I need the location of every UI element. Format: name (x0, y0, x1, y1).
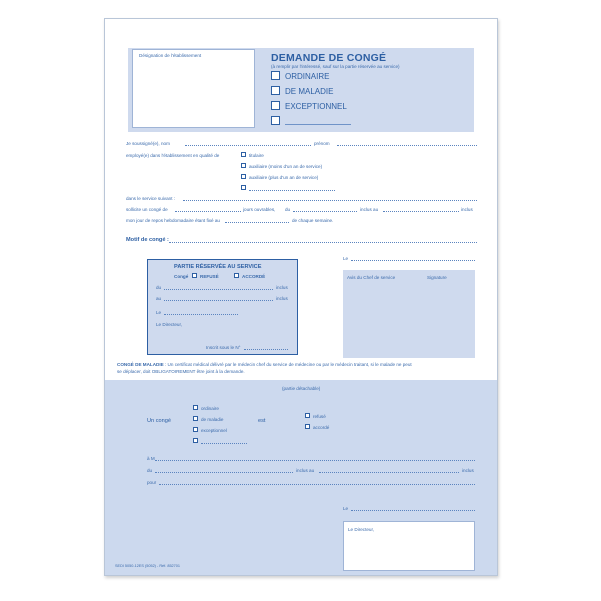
d-other-field[interactable] (201, 443, 247, 444)
establishment-label: Désignation de l'établissement (139, 53, 202, 58)
motive-field[interactable] (169, 242, 477, 243)
signature-label: Signature (427, 275, 447, 280)
titulaire-label: titulaire (249, 153, 264, 158)
d-maladie-checkbox[interactable] (193, 416, 198, 421)
refused-checkbox[interactable] (192, 273, 197, 278)
d-exceptionnel-checkbox[interactable] (193, 427, 198, 432)
maladie-label: DE MALADIE (285, 87, 334, 96)
for-field[interactable] (159, 484, 475, 485)
d-ordinaire-label: ordinaire (201, 406, 219, 411)
service-part-box (147, 259, 298, 355)
request-label: sollicite un congé de (126, 207, 168, 212)
service-part-title: PARTIE RÉSERVÉE AU SERVICE (174, 264, 262, 270)
d-le-field[interactable] (351, 510, 475, 511)
aux-less-checkbox[interactable] (241, 163, 246, 168)
conge-label: Congé (174, 274, 189, 279)
d-granted-label: accordé (313, 425, 330, 430)
director-signature-box[interactable] (343, 521, 475, 571)
aux-more-label: auxiliaire (plus d'un an de service) (249, 175, 319, 180)
until-label: inclus au (360, 207, 379, 212)
status-other-checkbox[interactable] (241, 185, 246, 190)
for-label: pour (147, 480, 157, 485)
sp-from-label: du (156, 285, 162, 290)
service-label: dans le service suivant : (126, 196, 176, 201)
motive-label: Motif de congé : (126, 237, 169, 243)
d-other-checkbox[interactable] (193, 438, 198, 443)
from-field[interactable] (293, 211, 357, 212)
exceptionnel-label: EXCEPTIONNEL (285, 102, 347, 111)
sp-le-label: Le (156, 310, 162, 315)
ordinaire-checkbox[interactable] (271, 71, 280, 80)
sick-note-label: CONGÉ DE MALADIE (117, 362, 164, 367)
form-title: DEMANDE DE CONGÉ (271, 52, 387, 64)
sick-note-text2: se déplacer, doit OBLIGATOIREMENT être joint à la demande. (117, 369, 245, 374)
days-field[interactable] (175, 211, 241, 212)
granted-checkbox[interactable] (234, 273, 239, 278)
detachable-label: (partie détachable) (282, 386, 321, 391)
sp-to-field[interactable] (164, 300, 273, 301)
d-maladie-label: de maladie (201, 417, 224, 422)
un-conge-label: Un congé (147, 418, 171, 424)
ordinaire-label: ORDINAIRE (285, 72, 330, 81)
sp-director-label: Le Directeur, (156, 322, 183, 327)
d-granted-checkbox[interactable] (305, 424, 310, 429)
titulaire-checkbox[interactable] (241, 152, 246, 157)
sp-le-field[interactable] (164, 314, 238, 315)
sp-inclusive-2: inclus (276, 296, 288, 301)
d-director-label: Le Directeur, (348, 527, 375, 532)
firstname-label: prénom (314, 141, 330, 146)
undersigned-label: Je soussigné(e), nom (126, 141, 170, 146)
d-from-label: du (147, 468, 153, 473)
d-inclusive-label: inclus (462, 468, 474, 473)
status-other-field[interactable] (249, 190, 335, 191)
detachable-part (105, 380, 497, 575)
service-field[interactable] (183, 200, 477, 201)
establishment-box[interactable] (132, 49, 255, 128)
working-days-label: jours ouvrables, (243, 207, 276, 212)
registered-label: Inscrit sous le N° (206, 345, 241, 350)
sick-note (117, 362, 412, 367)
d-le-label: Le (343, 506, 349, 511)
chief-opinion-box[interactable] (343, 270, 475, 358)
side-le-label: Le (343, 256, 349, 261)
employed-label: employé(e) dans l'établissement en qualité de (126, 153, 220, 158)
rest-day-field[interactable] (225, 222, 289, 223)
aux-less-label: auxiliaire (moins d'un an de service) (249, 164, 323, 169)
to-m-label: à M (147, 456, 155, 461)
to-m-field[interactable] (155, 460, 475, 461)
d-until-label: inclus au (296, 468, 315, 473)
refused-label: REFUSÉ (200, 274, 219, 279)
sick-note-text1: : Un certificat médical délivré par le médecin chef du service de médecine ou par le médecin traitant, si le malade ne peut (165, 362, 412, 367)
exceptionnel-checkbox[interactable] (271, 101, 280, 110)
from-label: du (285, 207, 291, 212)
granted-label: ACCORDÉ (242, 274, 266, 279)
d-ordinaire-checkbox[interactable] (193, 405, 198, 410)
maladie-checkbox[interactable] (271, 86, 280, 95)
sp-from-field[interactable] (164, 289, 273, 290)
registered-field[interactable] (244, 349, 288, 350)
form-subtitle: (à remplir par l'intéressé, sauf sur la partie réservée au service) (271, 64, 400, 69)
d-until-field[interactable] (319, 472, 459, 473)
d-from-field[interactable] (155, 472, 293, 473)
other-checkbox[interactable] (271, 116, 280, 125)
form-sheet (104, 18, 498, 576)
other-line[interactable] (285, 124, 351, 125)
rest-day-label: mon jour de repos hebdomadaire étant fixé au (126, 218, 220, 223)
inclusive-label: inclus (461, 207, 473, 212)
each-week-label: de chaque semaine. (292, 218, 334, 223)
name-field[interactable] (185, 145, 311, 146)
d-refused-checkbox[interactable] (305, 413, 310, 418)
footer-ref: SEDI 5050-12ES (5052) - Réf. 852701 (115, 564, 181, 568)
sp-to-label: au (156, 296, 162, 301)
firstname-field[interactable] (337, 145, 477, 146)
d-refused-label: refusé (313, 414, 326, 419)
chief-opinion-label: Avis du Chef de service (347, 275, 396, 280)
side-le-field[interactable] (351, 260, 475, 261)
est-label: est (258, 418, 266, 424)
aux-more-checkbox[interactable] (241, 174, 246, 179)
d-exceptionnel-label: exceptionnel (201, 428, 227, 433)
sp-inclusive-1: inclus (276, 285, 288, 290)
until-field[interactable] (383, 211, 459, 212)
